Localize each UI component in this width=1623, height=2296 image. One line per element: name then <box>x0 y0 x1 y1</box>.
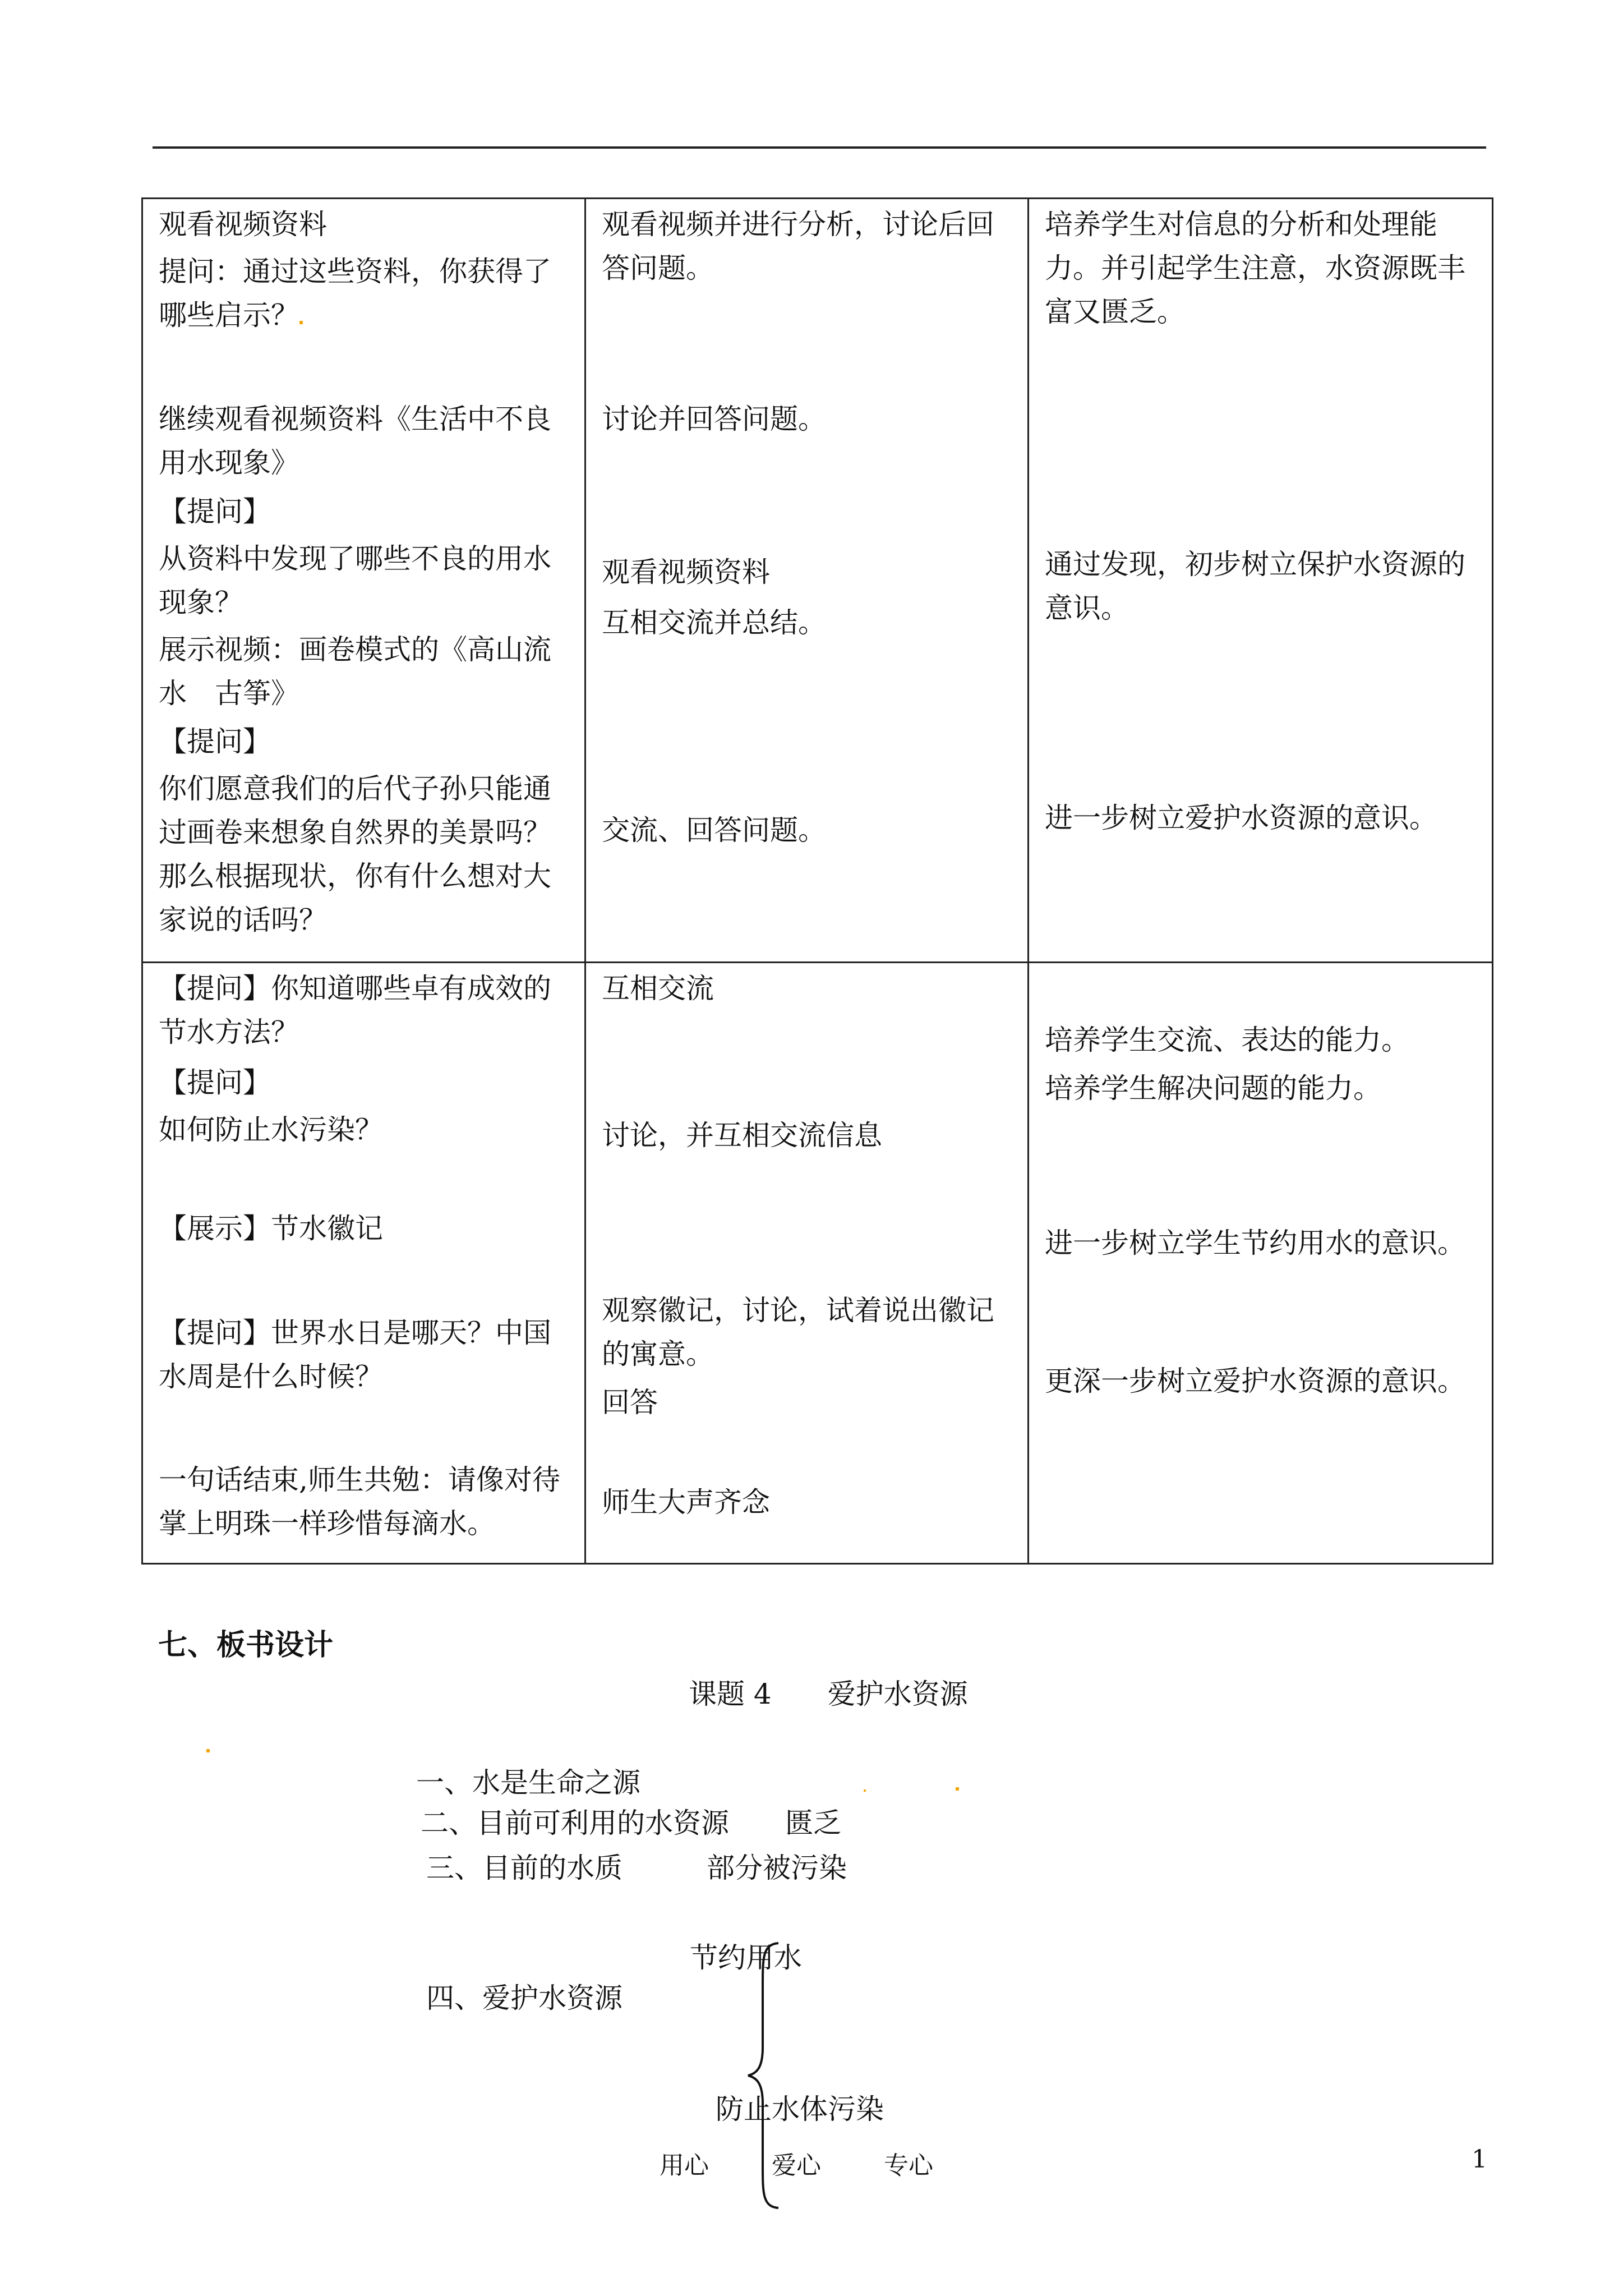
cell-text: 的寓意。 <box>602 1338 714 1370</box>
board-course-title: 课题 4 爱护水资源 <box>689 1678 968 1710</box>
cell-text: 互相交流 <box>602 972 714 1005</box>
design-intent-cell <box>1029 963 1493 1564</box>
footer-motto-3: 专心 <box>884 2151 933 2180</box>
cell-text: 观看视频并进行分析，讨论后回 <box>602 208 994 241</box>
board-sub-item-1: 节约用水 <box>690 1941 802 1974</box>
decorative-dot <box>206 1749 210 1752</box>
cell-text: 过画卷来想象自然界的美景吗？ <box>159 816 551 849</box>
cell-text: 你们愿意我们的后代子孙只能通 <box>159 772 551 805</box>
cell-text: 互相交流并总结。 <box>602 606 826 639</box>
cell-text: 交流、回答问题。 <box>602 814 826 846</box>
teacher-activity-cell <box>142 199 585 963</box>
cell-text: 观看视频资料 <box>602 556 770 588</box>
cell-text: 观察徽记，讨论，试着说出徽记 <box>602 1294 994 1327</box>
cell-text: 意识。 <box>1045 592 1129 624</box>
footer-motto-1: 用心 <box>660 2151 709 2180</box>
cell-text: 【展示】节水徽记 <box>159 1212 383 1245</box>
cell-text: 观看视频资料 <box>159 208 327 241</box>
decorative-dot <box>299 321 303 324</box>
student-activity-cell <box>585 199 1029 963</box>
lesson-table <box>141 197 1493 1565</box>
cell-text: 从资料中发现了哪些不良的用水 <box>159 542 551 575</box>
cell-text: 一句话结束,师生共勉：请像对待 <box>159 1464 560 1496</box>
cell-text: 【提问】世界水日是哪天？中国 <box>159 1317 551 1349</box>
cell-text: 节水方法？ <box>159 1016 299 1048</box>
cell-text: 【提问】你知道哪些卓有成效的 <box>159 972 551 1005</box>
board-item-4: 四、爱护水资源 <box>426 1982 623 2014</box>
teacher-activity-cell <box>142 963 585 1564</box>
cell-text: 更深一步树立爱护水资源的意识。 <box>1045 1365 1465 1397</box>
cell-text: 【提问】 <box>159 1066 271 1099</box>
cell-text: 培养学生交流、表达的能力。 <box>1045 1024 1409 1056</box>
decorative-dot <box>864 1789 866 1792</box>
cell-text: 进一步树立学生节约用水的意识。 <box>1045 1227 1465 1259</box>
cell-text: 讨论并回答问题。 <box>602 403 826 435</box>
cell-text: 力。并引起学生注意，水资源既丰 <box>1045 252 1465 284</box>
cell-text: 家说的话吗？ <box>159 904 327 936</box>
cell-text: 现象？ <box>159 586 243 619</box>
cell-text: 师生大声齐念 <box>602 1486 770 1519</box>
header-rule <box>153 146 1486 149</box>
cell-text: 通过发现，初步树立保护水资源的 <box>1045 548 1465 581</box>
cell-text: 培养学生对信息的分析和处理能 <box>1045 208 1437 241</box>
cell-text: 回答 <box>602 1386 658 1419</box>
cell-text: 进一步树立爱护水资源的意识。 <box>1045 802 1437 834</box>
footer-motto-2: 爱心 <box>772 2151 821 2180</box>
design-intent-cell <box>1029 199 1493 963</box>
board-item-2: 二、目前可利用的水资源 匮乏 <box>421 1807 841 1839</box>
cell-text: 培养学生解决问题的能力。 <box>1045 1072 1381 1105</box>
board-sub-item-2: 防止水体污染 <box>716 2093 884 2125</box>
cell-text: 掌上明珠一样珍惜每滴水。 <box>159 1507 495 1540</box>
cell-text: 【提问】 <box>159 495 271 528</box>
cell-text: 提问：通过这些资料，你获得了 <box>159 255 551 288</box>
section-title: 七、板书设计 <box>158 1628 334 1662</box>
cell-text: 【提问】 <box>159 725 271 758</box>
cell-text: 富又匮乏。 <box>1045 296 1185 328</box>
cell-text: 水 古筝》 <box>159 677 299 710</box>
cell-text: 哪些启示？ <box>159 299 299 332</box>
board-item-1: 一、水是生命之源 <box>416 1766 640 1799</box>
cell-text: 讨论，并互相交流信息 <box>602 1119 882 1152</box>
table-row <box>142 963 1493 1564</box>
page-number: 1 <box>1472 2145 1487 2174</box>
cell-text: 如何防止水污染？ <box>159 1114 383 1146</box>
cell-text: 用水现象》 <box>159 447 299 479</box>
cell-text: 答问题。 <box>602 252 714 284</box>
cell-text: 继续观看视频资料《生活中不良 <box>159 403 551 435</box>
table-row <box>142 199 1493 963</box>
cell-text: 水周是什么时候？ <box>159 1360 383 1393</box>
cell-text: 展示视频：画卷模式的《高山流 <box>159 633 551 666</box>
cell-text: 那么根据现状，你有什么想对大 <box>159 860 551 892</box>
decorative-dot <box>956 1787 959 1791</box>
student-activity-cell <box>585 963 1029 1564</box>
board-item-3: 三、目前的水质 部分被污染 <box>426 1852 847 1884</box>
